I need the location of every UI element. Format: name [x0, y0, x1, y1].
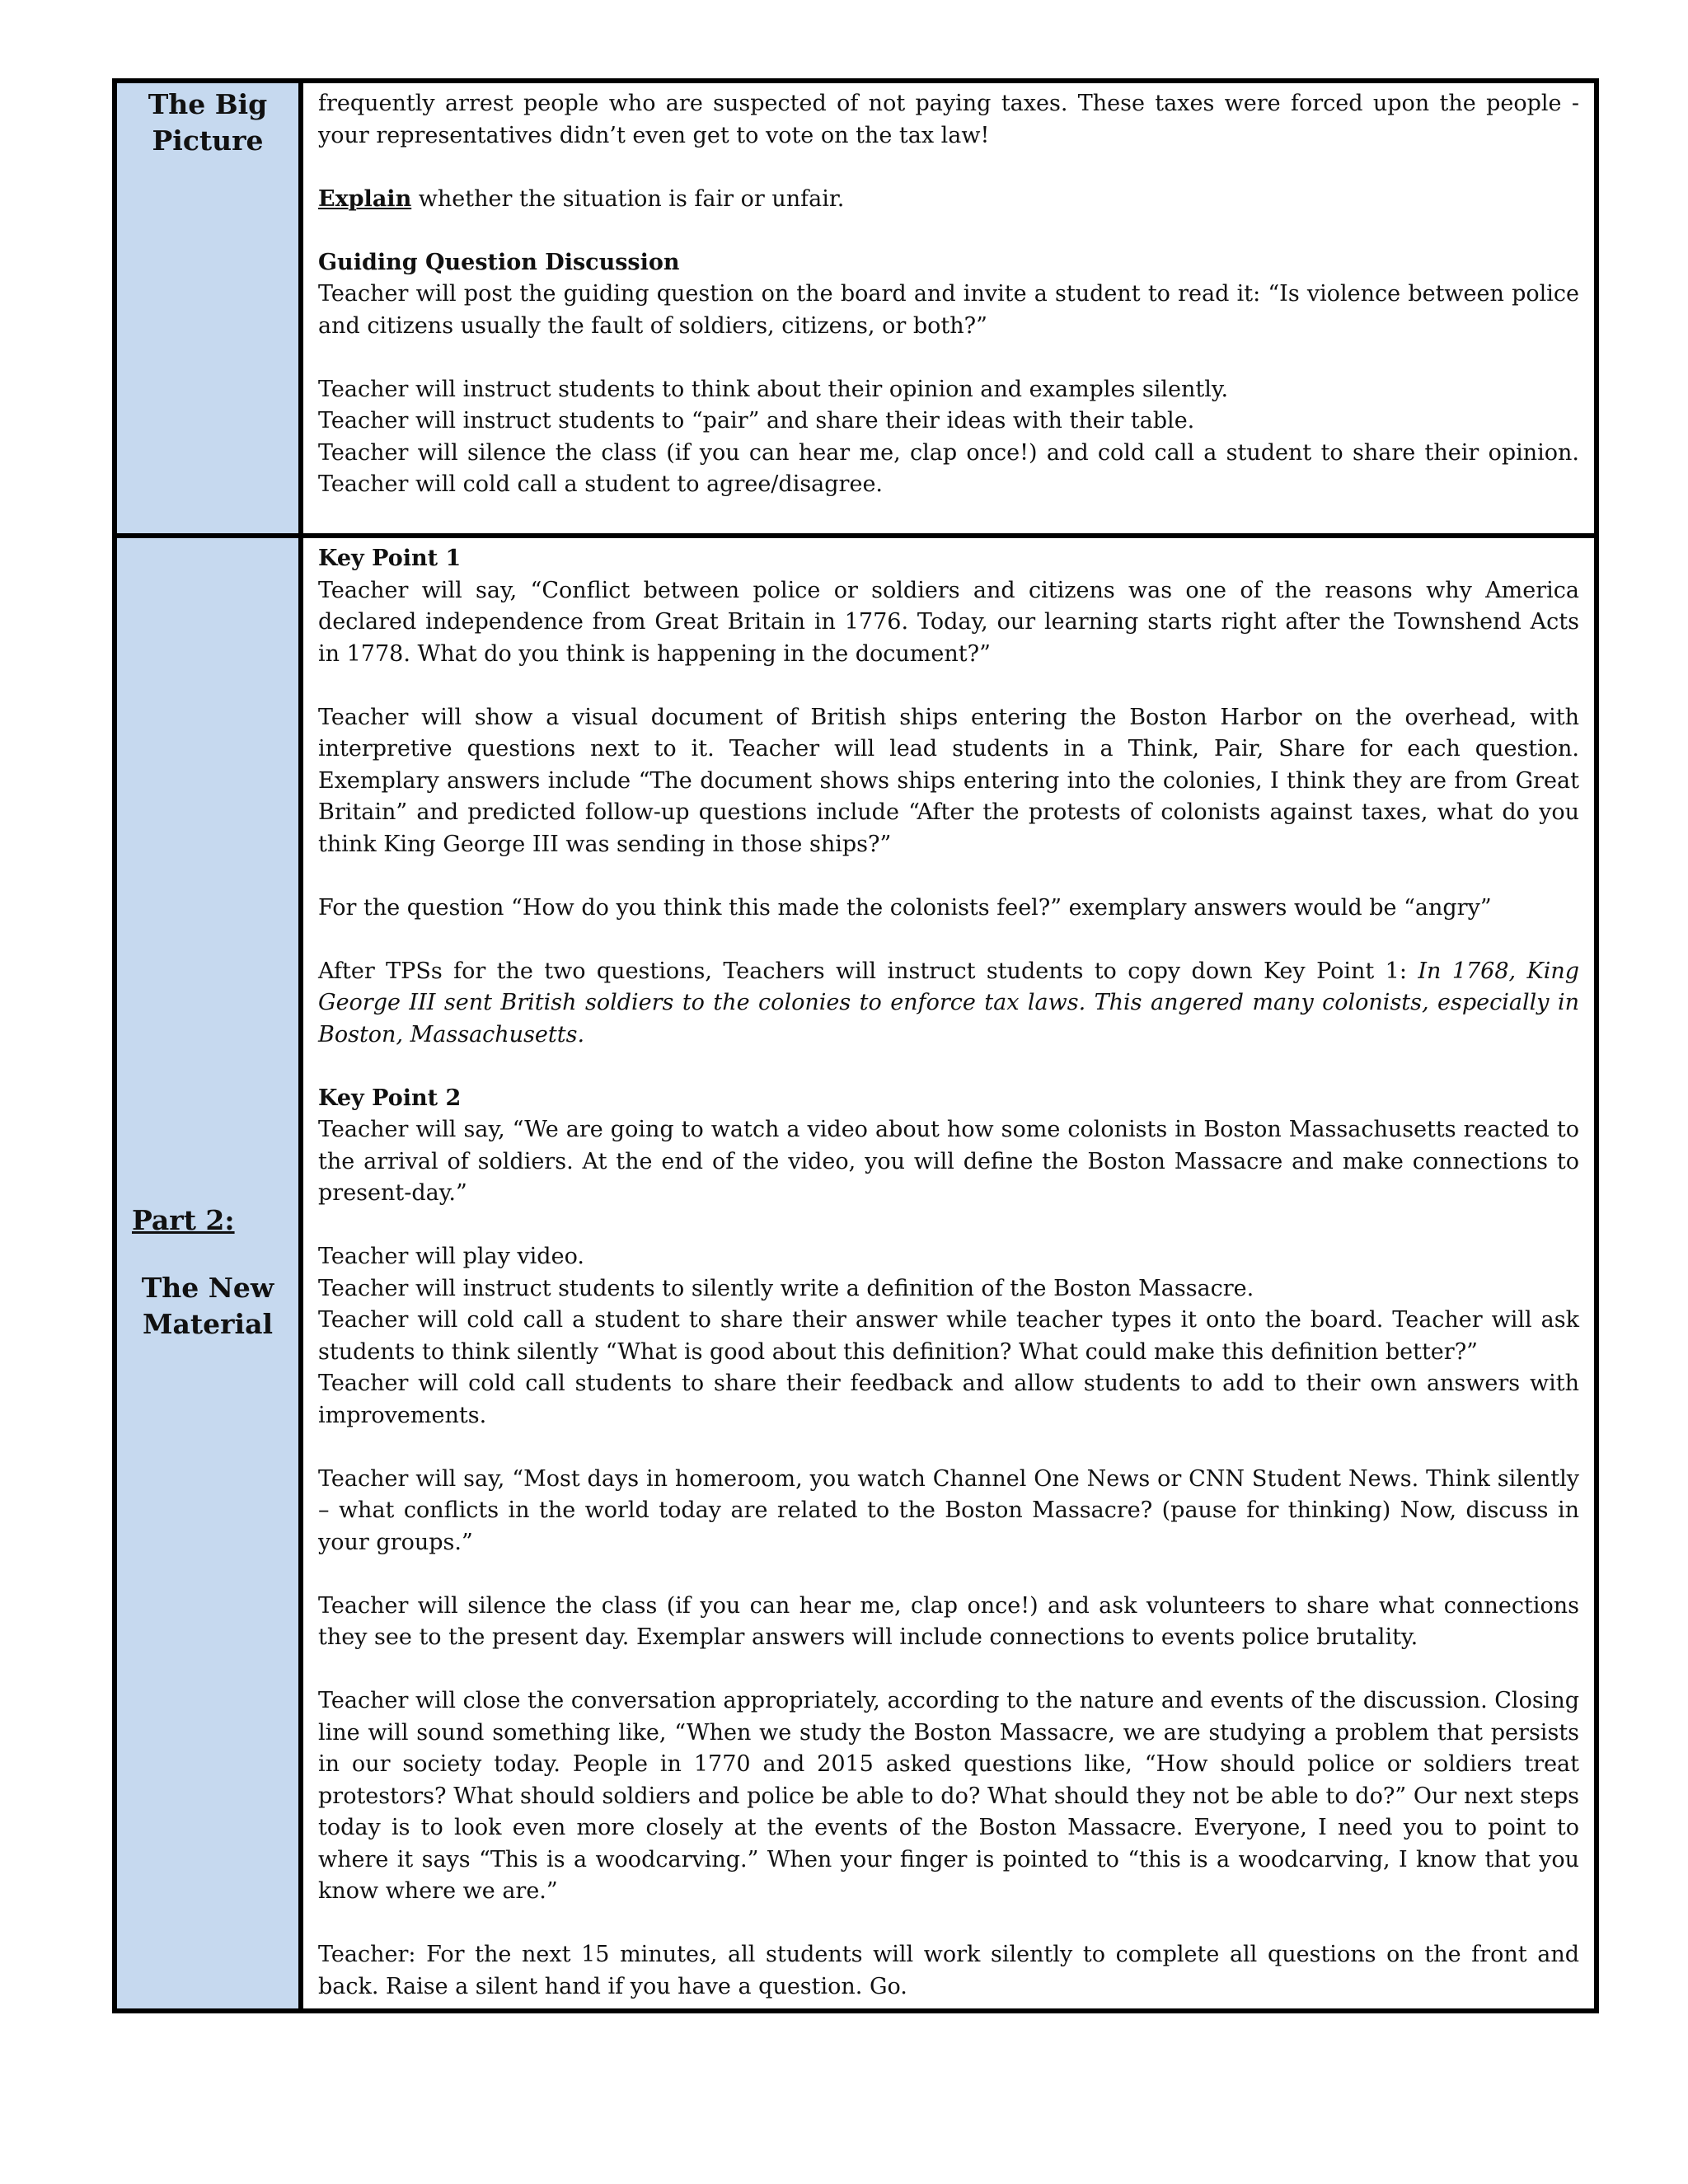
key-point-1-instruction: After TPSs for the two questions, Teachers will instruct students to copy down Key Point 1: In 1768, King George III sent British soldiers to the colonies to enforce tax laws. This angered many colonists, especially in Boston, Massachusetts. — [318, 958, 1579, 1047]
paragraph: Teacher: For the next 15 minutes, all students will work silently to complete all questions on the front and back. Raise a silent hand if you have a question. Go. — [318, 1942, 1579, 1999]
big-picture-row — [117, 83, 1594, 533]
paragraph: Teacher will post the guiding question on the board and invite a student to read it: “Is violence between police and citizens usually the fault of soldiers, citizens, or both?” — [318, 281, 1579, 339]
paragraph: Teacher will cold call students to share their feedback and allow students to add to their own answers with improvements. — [318, 1371, 1579, 1428]
paragraph: Teacher will close the conversation appropriately, according to the nature and events of the discussion. Closing line will sound something like, “When we study the Boston Massacre, we are studying a problem that persists in our society today. People in 1770 and 2015 asked questions like, “How should police or soldiers treat protestors? What should soldiers and police be able to do? What should they not be able to do?” Our next steps today is to look even more closely at the events of the Boston Massacre. Everyone, I need you to point to where it says “This is a woodcarving.” When your finger is pointed to “this is a woodcarving, I know that you know where we are.” — [318, 1688, 1579, 1904]
new-material-label-cell — [117, 538, 303, 2008]
new-material-heading: The New Material — [141, 1272, 274, 1340]
new-material-row — [117, 533, 1594, 2008]
big-picture-heading: The Big Picture — [148, 88, 268, 157]
paragraph: Teacher will silence the class (if you can hear me, clap once!) and ask volunteers to share what connections they see to the present day. Exemplar answers will include connections to events police brutality. — [318, 1592, 1579, 1650]
paragraph: frequently arrest people who are suspected of not paying taxes. These taxes were forced upon the people - your representatives didn’t even get to vote on the tax law! — [318, 91, 1579, 148]
paragraph: Teacher will silence the class (if you can hear me, clap once!) and cold call a student to share their opinion. Teacher will cold call a student to agree/disagree. — [318, 439, 1579, 497]
paragraph: Teacher will instruct students to think about their opinion and examples silently. — [318, 376, 1229, 402]
lesson-plan-table — [112, 78, 1599, 2013]
paragraph: Teacher will play video. — [318, 1244, 584, 1269]
big-picture-content-cell — [303, 83, 1594, 533]
new-material-content-cell — [303, 538, 1594, 2008]
paragraph: Teacher will say, “We are going to watch a video about how some colonists in Boston Massachusetts reacted to the arrival of soldiers. At the end of the video, you will define the Boston Massacre and make connections to present-day.” — [318, 1117, 1579, 1206]
guiding-question-heading: Guiding Question Discussion — [318, 249, 680, 275]
key-point-1-heading: Key Point 1 — [318, 546, 462, 571]
paragraph: For the question “How do you think this made the colonists feel?” exemplary answers would be “angry” — [318, 894, 1492, 921]
paragraph: Teacher will say, “Conflict between police or soldiers and citizens was one of the reasons why America declared independence from Great Britain in 1776. Today, our learning starts right after the Townshend Acts in 1778. What do you think is happening in the document?” — [318, 577, 1579, 667]
key-point-2-heading: Key Point 2 — [318, 1085, 462, 1111]
part-label: Part 2: — [132, 1204, 235, 1236]
paragraph: Teacher will show a visual document of British ships entering the Boston Harbor on the overhead, with interpretive questions next to it. Teacher will lead students in a Think, Pair, Share for each question. Exemplary answers include “The document shows ships entering into the colonies, I think they are from Great Britain” and predicted follow-up questions include “After the protests of colonists against taxes, what do you think King George III was sending in those ships?” — [318, 704, 1579, 857]
paragraph: Teacher will cold call a student to share their answer while teacher types it onto the board. Teacher will ask students to think silently “What is good about this definition? What could make this definition better?” — [318, 1307, 1579, 1365]
paragraph: Teacher will instruct students to “pair” and share their ideas with their table. — [318, 408, 1195, 434]
paragraph: Teacher will instruct students to silently write a definition of the Boston Massacre. — [318, 1275, 1254, 1301]
paragraph: Teacher will say, “Most days in homeroom, you watch Channel One News or CNN Student News. Think silently – what conflicts in the world today are related to the Boston Massacre? (pause for thinking) Now, discuss in your groups.” — [318, 1465, 1579, 1555]
explain-instruction: Explain whether the situation is fair or unfair. — [318, 185, 845, 212]
big-picture-label-cell — [117, 83, 303, 533]
